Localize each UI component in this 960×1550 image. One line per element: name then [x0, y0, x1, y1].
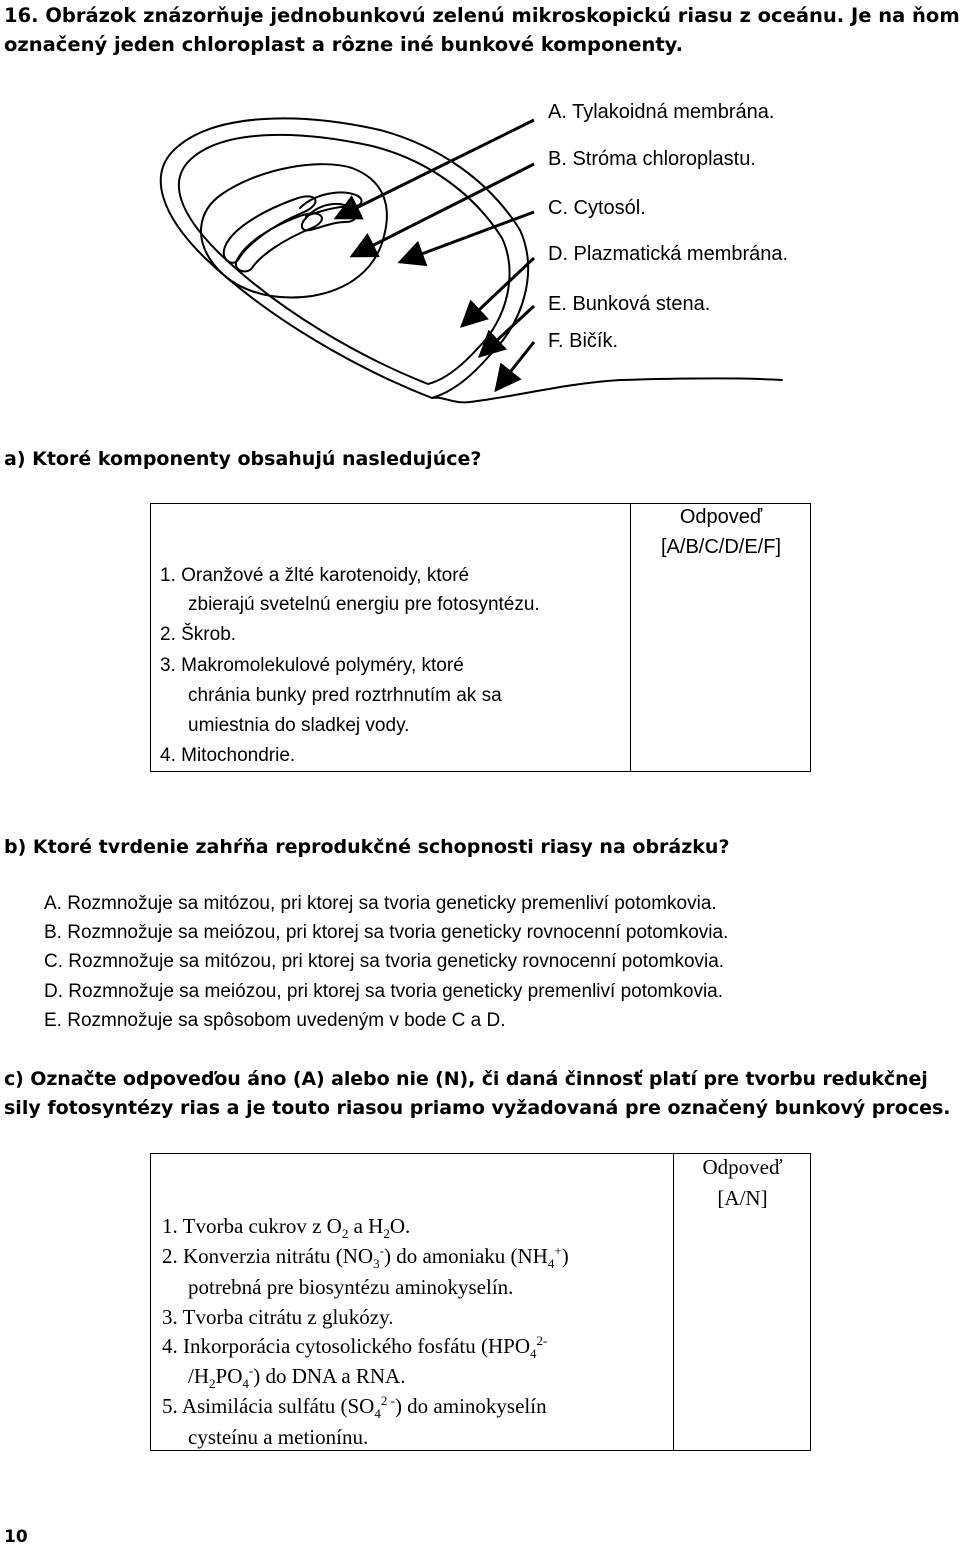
part-b-option-c: C. Rozmnožuje sa mitózou, pri ktorej sa tvoria geneticky rovnocenní potomkovia. [44, 951, 725, 972]
part-c-row-2-line-2: potrebná pre biosyntézu aminokyselín. [188, 1275, 514, 1299]
part-b-option-a: A. Rozmnožuje sa mitózou, pri ktorej sa tvoria geneticky premenliví potomkovia. [44, 893, 717, 914]
part-a-answer-header: Odpoveď [679, 506, 763, 528]
arrow-f [496, 342, 534, 390]
part-a-item-2: 2. Škrob. [160, 624, 237, 645]
part-a-question: a) Ktoré komponenty obsahujú nasledujúce? [4, 448, 482, 470]
part-c-question-line-1: c) Označte odpoveďou áno (A) alebo nie (N), či daná činnosť platí pre tvorbu redukčnej [4, 1068, 928, 1090]
part-b-option-d: D. Rozmnožuje sa meiózou, pri ktorej sa tvoria geneticky premenliví potomkovia. [44, 981, 724, 1002]
cell-wall-outline [161, 118, 528, 398]
part-a-answer-format: [A/B/C/D/E/F] [660, 536, 782, 558]
arrow-c [400, 212, 534, 262]
part-c-answer-format: [A/N] [717, 1186, 768, 1210]
part-a-item-3-line-2: chránia bunky pred roztrhnutím ak sa [188, 685, 502, 706]
part-b-option-e: E. Rozmnožuje sa spôsobom uvedeným v bode C a D. [44, 1010, 506, 1031]
part-a-item-3-line-1: 3. Makromolekulové polyméry, ktoré [160, 655, 464, 676]
page-number: 10 [4, 1527, 28, 1547]
part-c-row-4-line-1: 4. Inkorporácia cytosolického fosfátu ($HPO_4^{2-}$ [162, 1333, 548, 1362]
part-c-row-3: 3. Tvorba citrátu z glukózy. [162, 1305, 394, 1329]
arrow-a [336, 120, 534, 218]
question-title-line-2: označený jeden chloroplast a rôzne iné bunkové komponenty. [4, 33, 684, 56]
plasma-membrane-outline [179, 135, 510, 384]
label-f: F. Bičík. [548, 330, 619, 352]
part-c-question-line-2: sily fotosyntézy rias a je touto riasou priamo vyžadovaná pre označený bunkový proces. [4, 1097, 951, 1119]
arrow-e [480, 306, 534, 356]
part-b-option-b: B. Rozmnožuje sa meiózou, pri ktorej sa tvoria geneticky rovnocenní potomkovia. [44, 922, 729, 943]
algae-cell-drawing [0, 60, 960, 420]
chloroplast-outline [201, 164, 387, 297]
part-a-item-4: 4. Mitochondrie. [160, 745, 296, 766]
label-a: A. Tylakoidná membrána. [548, 101, 775, 123]
part-a-item-3-line-3: umiestnia do sladkej vody. [188, 715, 410, 736]
label-e: E. Bunková stena. [548, 293, 711, 315]
part-c-answer-header: Odpoveď [702, 1155, 783, 1179]
label-c: C. Cytosól. [548, 197, 646, 219]
part-b-question: b) Ktoré tvrdenie zahŕňa reprodukčné schopnosti riasy na obrázku? [4, 836, 730, 858]
part-c-row-5-line-1: 5. Asimilácia sulfátu $(SO_4^{2 -})$ do aminokyselín [162, 1393, 547, 1422]
label-d: D. Plazmatická membrána. [548, 243, 789, 265]
part-c-row-5-line-2: cysteínu a metionínu. [188, 1425, 369, 1449]
flagellum [432, 379, 782, 403]
part-c-row-1: 1. Tvorba cukrov z $O_2$ a $H_2O$. [162, 1214, 411, 1242]
label-b: B. Stróma chloroplastu. [548, 148, 756, 170]
part-c-row-4-line-2: $/H_2PO_4^-$) do DNA a RNA. [188, 1363, 406, 1392]
part-c-row-2-line-1: 2. Konverzia nitrátu $(NO_3^-)$ do amoniaku $(NH_4^+)$ [162, 1243, 569, 1272]
question-title-line-1: 16. Obrázok znázorňuje jednobunkovú zelenú mikroskopickú riasu z oceánu. Je na ňom [4, 4, 960, 27]
part-a-item-1-line-2: zbierajú svetelnú energiu pre fotosyntézu. [188, 594, 540, 615]
part-a-item-1-line-1: 1. Oranžové a žlté karotenoidy, ktoré [160, 565, 470, 586]
